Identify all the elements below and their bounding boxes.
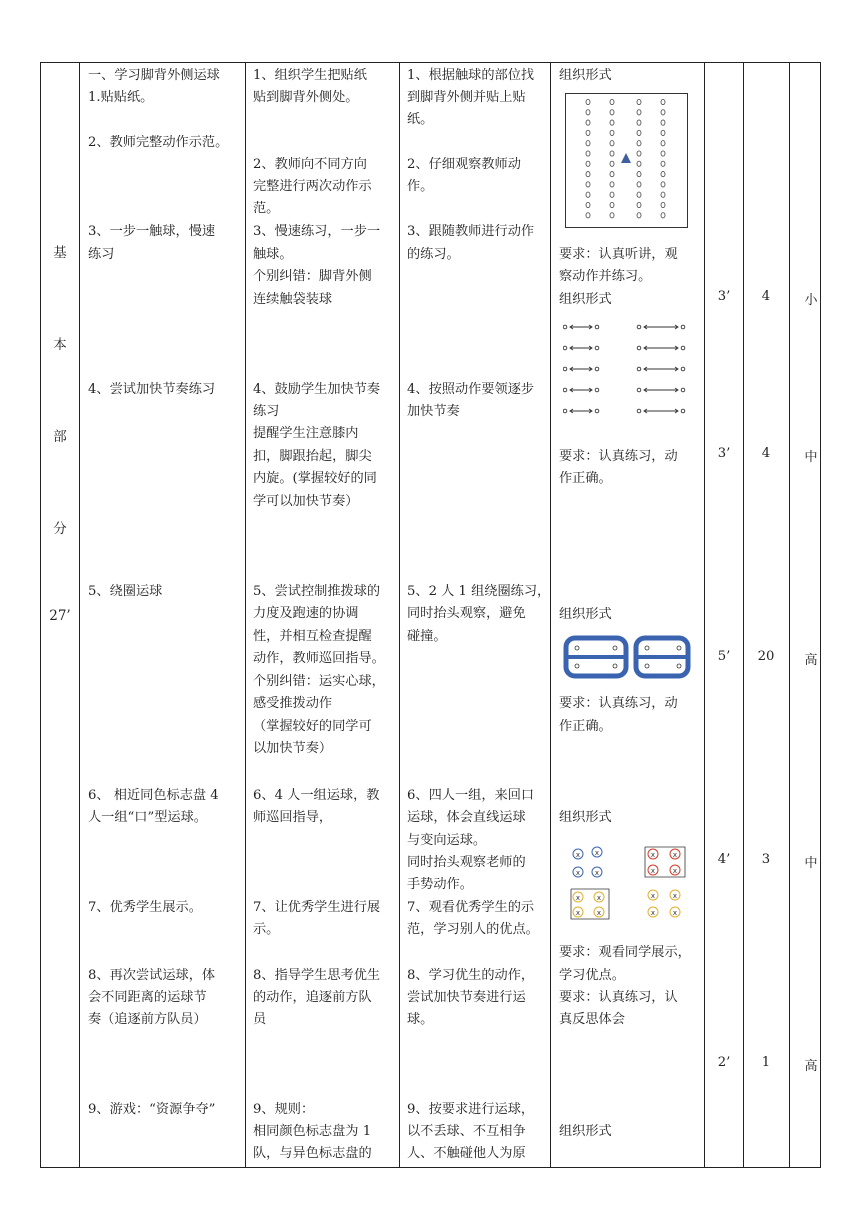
org-line: 学习优点。 bbox=[559, 968, 625, 983]
svg-text:x: x bbox=[672, 851, 678, 859]
stat-time: 4’ bbox=[717, 852, 731, 867]
org-line: 组织形式 bbox=[559, 292, 612, 307]
teacher-line: 提醒学生注意膝内 bbox=[253, 426, 359, 441]
student-line: 7、观看优秀学生的示 bbox=[407, 900, 535, 915]
content-line: 2、教师完整动作示范。 bbox=[88, 135, 229, 150]
teacher-line: 员 bbox=[253, 1012, 267, 1027]
student-line: 人、不触碰他人为原 bbox=[407, 1146, 526, 1161]
teacher-line: 9、规则： bbox=[253, 1102, 315, 1117]
student-marker bbox=[563, 388, 567, 392]
teacher-line: 性，并相互检查提醒 bbox=[253, 629, 372, 644]
teacher-line: 6、4 人一组运球，教 bbox=[253, 788, 380, 803]
student-marker bbox=[595, 388, 599, 392]
stat-time: 5’ bbox=[717, 649, 731, 664]
svg-text:x: x bbox=[672, 909, 678, 917]
student-marker bbox=[681, 367, 685, 371]
stat-intensity: 小 bbox=[804, 293, 818, 308]
content-line: 奏（追逐前方队员） bbox=[88, 1012, 207, 1027]
col-divider bbox=[789, 63, 790, 1167]
teacher-line: 扣，脚跟抬起，脚尖 bbox=[253, 449, 372, 464]
student-marker bbox=[563, 325, 567, 329]
student-marker bbox=[681, 325, 685, 329]
stat-time: 3’ bbox=[717, 446, 731, 461]
student-marker bbox=[563, 346, 567, 350]
stat-intensity: 中 bbox=[804, 450, 818, 465]
teacher-line: （掌握较好的同学可 bbox=[253, 719, 372, 734]
content-line: 练习 bbox=[88, 247, 115, 262]
stat-count: 20 bbox=[757, 649, 775, 664]
square-dribble-diagram bbox=[563, 839, 693, 925]
stat-intensity: 高 bbox=[804, 653, 818, 668]
student-line: 的练习。 bbox=[407, 247, 460, 262]
student-marker bbox=[563, 409, 567, 413]
org-line: 真反思体会 bbox=[559, 1012, 625, 1027]
svg-text:x: x bbox=[672, 867, 678, 875]
teacher-line: 连续触袋装球 bbox=[253, 292, 333, 307]
teacher-line: 练习 bbox=[253, 404, 280, 419]
student-marker bbox=[595, 346, 599, 350]
svg-text:x: x bbox=[650, 867, 656, 875]
stat-count: 3 bbox=[761, 852, 771, 867]
student-marker bbox=[637, 325, 641, 329]
svg-text:x: x bbox=[575, 894, 581, 902]
teacher-line: 师巡回指导， bbox=[253, 810, 333, 825]
teacher-line: 范。 bbox=[253, 201, 280, 216]
teacher-line: 触球。 bbox=[253, 247, 293, 262]
student-marker bbox=[681, 388, 685, 392]
student-line: 同时抬头观察，避免 bbox=[407, 606, 526, 621]
student-line: 与变向运球。 bbox=[407, 833, 487, 848]
student-marker bbox=[595, 367, 599, 371]
teacher-line: 1、组织学生把贴纸 bbox=[253, 68, 367, 83]
lesson-plan-table bbox=[40, 62, 821, 1168]
svg-text:x: x bbox=[575, 909, 581, 917]
student-line: 纸。 bbox=[407, 112, 434, 127]
student-line: 手势动作。 bbox=[407, 877, 473, 892]
student-marker bbox=[637, 367, 641, 371]
stat-time: 2’ bbox=[717, 1055, 731, 1070]
section-char: 本 bbox=[53, 337, 67, 353]
teacher-line: 4、鼓励学生加快节奏 bbox=[253, 382, 381, 397]
content-line: 9、游戏：“资源争夺” bbox=[88, 1102, 216, 1117]
section-char: 基 bbox=[53, 245, 67, 261]
svg-text:x: x bbox=[650, 892, 656, 900]
pair-dribble-diagram bbox=[563, 319, 693, 427]
org-line: 作正确。 bbox=[559, 471, 612, 486]
student-line: 2、仔细观察教师动 bbox=[407, 157, 521, 172]
teacher-line: 示。 bbox=[253, 922, 280, 937]
org-line: 要求：认真听讲，观 bbox=[559, 247, 678, 262]
student-line: 球。 bbox=[407, 1012, 434, 1027]
svg-text:x: x bbox=[596, 894, 602, 902]
student-line: 以不丢球、不互相争 bbox=[407, 1124, 526, 1139]
student-line: 9、按要求进行运球， bbox=[407, 1102, 535, 1117]
student-line: 5、2 人 1 组绕圈练习， bbox=[407, 584, 551, 599]
student-line: 范，学习别人的优点。 bbox=[407, 922, 539, 937]
teacher-line: 动作，教师巡回指导。 bbox=[253, 651, 385, 666]
svg-text:x: x bbox=[596, 909, 602, 917]
student-marker bbox=[637, 409, 641, 413]
teacher-line: 以加快节奏） bbox=[253, 741, 333, 756]
svg-text:x: x bbox=[650, 851, 656, 859]
teacher-line: 2、教师向不同方向 bbox=[253, 157, 367, 172]
teacher-line: 5、尝试控制推拨球的 bbox=[253, 584, 381, 599]
student-marker bbox=[637, 388, 641, 392]
student-marker bbox=[595, 409, 599, 413]
org-line: 要求：认真练习，动 bbox=[559, 696, 678, 711]
student-marker bbox=[595, 325, 599, 329]
svg-text:x: x bbox=[594, 849, 600, 857]
teacher-line: 贴到脚背外侧处。 bbox=[253, 90, 359, 105]
section-char: 分 bbox=[53, 521, 67, 537]
org-line: 作正确。 bbox=[559, 719, 612, 734]
svg-text:x: x bbox=[650, 909, 656, 917]
student-marker bbox=[637, 346, 641, 350]
student-marker bbox=[563, 367, 567, 371]
student-line: 8、学习优生的动作， bbox=[407, 968, 535, 983]
svg-text:x: x bbox=[594, 869, 600, 877]
student-line: 碰撞。 bbox=[407, 629, 447, 644]
stat-count: 1 bbox=[761, 1055, 771, 1070]
col-divider bbox=[245, 63, 246, 1167]
formation-grid-diagram bbox=[565, 93, 689, 229]
content-line: 7、优秀学生展示。 bbox=[88, 900, 202, 915]
student-line: 加快节奏 bbox=[407, 404, 460, 419]
stat-intensity: 高 bbox=[804, 1059, 818, 1074]
col-divider bbox=[399, 63, 400, 1167]
teacher-line: 感受推拨动作 bbox=[253, 696, 333, 711]
content-line: 8、再次尝试运球，体 bbox=[88, 968, 216, 983]
org-line: 要求：认真练习，认 bbox=[559, 990, 678, 1005]
stat-time: 3’ bbox=[717, 289, 731, 304]
col-divider bbox=[743, 63, 744, 1167]
svg-text:x: x bbox=[575, 869, 581, 877]
content-line: 5、绕圈运球 bbox=[88, 584, 163, 599]
col-divider bbox=[550, 63, 551, 1167]
teacher-line: 内旋。(掌握较好的同 bbox=[253, 471, 377, 486]
col-divider bbox=[79, 63, 80, 1167]
content-line: 3、一步一触球，慢速 bbox=[88, 224, 216, 239]
content-line: 会不同距离的运球节 bbox=[88, 990, 207, 1005]
teacher-line: 队，与异色标志盘的 bbox=[253, 1146, 372, 1161]
content-line: 4、尝试加快节奏练习 bbox=[88, 382, 216, 397]
student-line: 6、四人一组，来回口 bbox=[407, 788, 535, 803]
student-line: 同时抬头观察老师的 bbox=[407, 855, 526, 870]
teacher-line: 力度及跑速的协调 bbox=[253, 606, 359, 621]
stat-count: 4 bbox=[761, 289, 771, 304]
stat-intensity: 中 bbox=[804, 856, 818, 871]
teacher-line: 学可以加快节奏） bbox=[253, 494, 359, 509]
student-line: 到脚背外侧并贴上贴 bbox=[407, 90, 526, 105]
teacher-line: 个别纠错：运实心球， bbox=[253, 674, 385, 689]
student-line: 3、跟随教师进行动作 bbox=[407, 224, 535, 239]
student-line: 1、根据触球的部位找 bbox=[407, 68, 535, 83]
student-marker bbox=[681, 346, 685, 350]
stat-count: 4 bbox=[761, 446, 771, 461]
content-line: 1.贴贴纸。 bbox=[88, 90, 154, 105]
student-line: 作。 bbox=[407, 179, 434, 194]
teacher-line: 8、指导学生思考优生 bbox=[253, 968, 381, 983]
student-line: 尝试加快节奏进行运 bbox=[407, 990, 526, 1005]
teacher-line: 的动作，追逐前方队 bbox=[253, 990, 372, 1005]
org-line: 组织形式 bbox=[559, 1124, 612, 1139]
student-marker bbox=[681, 409, 685, 413]
student-line: 运球，体会直线运球 bbox=[407, 810, 526, 825]
content-line: 6、 相近同色标志盘 4 bbox=[88, 788, 219, 803]
teacher-line: 个别纠错：脚背外侧 bbox=[253, 269, 372, 284]
teacher-line: 完整进行两次动作示 bbox=[253, 179, 372, 194]
section-char: 部 bbox=[53, 429, 67, 445]
teacher-line: 7、让优秀学生进行展 bbox=[253, 900, 381, 915]
student-line: 4、按照动作要领逐步 bbox=[407, 382, 535, 397]
content-line: 人一组“口”型运球。 bbox=[88, 810, 207, 825]
org-line: 组织形式 bbox=[559, 68, 612, 83]
circle-dribble-diagram bbox=[563, 635, 693, 681]
teacher-line: 3、慢速练习，一步一 bbox=[253, 224, 381, 239]
svg-text:x: x bbox=[672, 892, 678, 900]
org-line: 察动作并练习。 bbox=[559, 269, 652, 284]
org-line: 组织形式 bbox=[559, 607, 612, 622]
svg-text:x: x bbox=[575, 851, 581, 859]
org-line: 要求：认真练习，动 bbox=[559, 449, 678, 464]
org-line: 组织形式 bbox=[559, 810, 612, 825]
section-time: 27’ bbox=[49, 608, 71, 624]
org-line: 要求：观看同学展示， bbox=[559, 945, 691, 960]
content-line: 一、学习脚背外侧运球 bbox=[88, 68, 220, 83]
teacher-line: 相同颜色标志盘为 1 bbox=[253, 1124, 372, 1139]
col-divider bbox=[704, 63, 705, 1167]
